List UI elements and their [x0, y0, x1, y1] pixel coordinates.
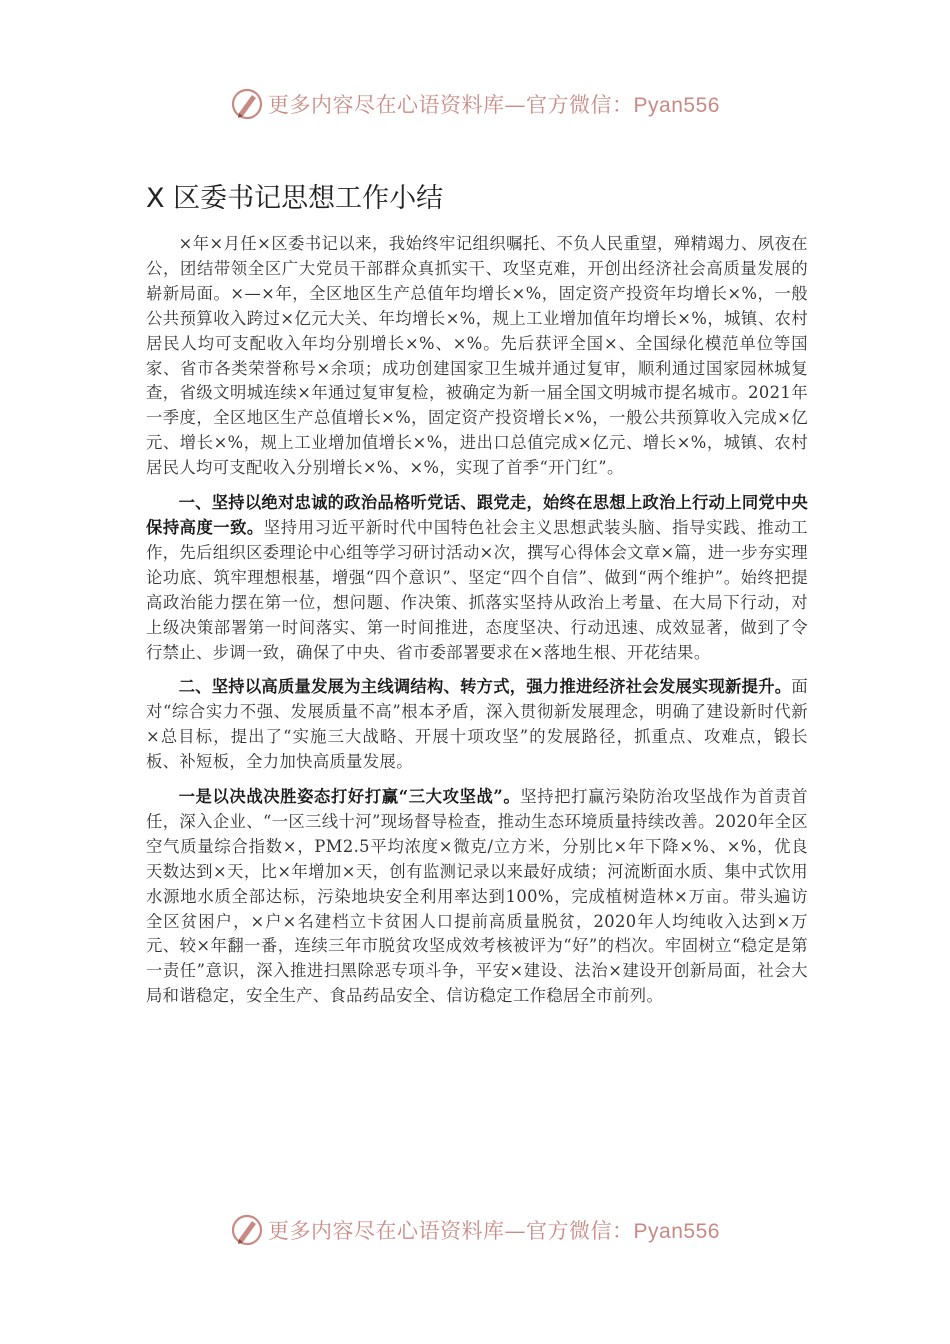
watermark-text: 更多内容尽在心语资料库—官方微信：Pyan556 [268, 1219, 720, 1243]
subsection-one-paragraph: 一是以决战决胜姿态打好打赢“三大攻坚战”。坚持把打赢污染防治攻坚战作为首责首任，深入企业、“一区三线十河”现场督导检查，推动生态环境质量持续改善。2020年全区空气质量综合指数×，PM2.5平均浓度×微克/立方米，分别比×年下降×%、×%，优良天数达到×天，比×年增加×天，创有监测记录以来最好成绩；河流断面水质、集中式饮用水源地水质全部达标，污染地块安全利用率达到100%，完成植树造林×万亩。带头遍访全区贫困户，×户×名建档立卡贫困人口提前高质量脱贫，2020年人均纯收入达到×万元、较×年翻一番，连续三年市脱贫攻坚成效考核被评为“好”的档次。牢固树立“稳定是第一责任”意识，深入推进扫黑除恶专项斗争，平安×建设、法治×建设开创新局面，社会大局和谐稳定，安全生产、食品药品安全、信访稳定工作稳居全市前列。 [146, 787, 808, 1006]
subsection-heading: 一是以决战决胜姿态打好打赢“三大攻坚战”。 [178, 787, 521, 807]
section-one-paragraph: 一、坚持以绝对忠诚的政治品格听党话、跟党走，始终在思想上政治上行动上同党中央保持高度一致。坚持用习近平新时代中国特色社会主义思想武装头脑、指导实践、推动工作，先后组织区委理论中心组等学习研讨活动×次，撰写心得体会文章×篇，进一步夯实理论功底、筑牢理想根基，增强“四个意识”、坚定“四个自信”、做到“两个维护”。始终把提高政治能力摆在第一位，想问题、作决策、抓落实坚持从政治上考量、在大局下行动，对上级决策部署第一时间落实、第一时间推进，态度坚决、行动迅速、成效显著，做到了令行禁止、步调一致，确保了中央、省市委部署要求在×落地生根、开花结果。 [146, 493, 808, 662]
section-heading: 一、坚持以绝对忠诚的政治品格听党话、跟党走，始终在思想上政治上行动上同党中央保持高度一致。 [146, 493, 808, 537]
document-title: X 区委书记思想工作小结 [146, 183, 444, 214]
intro-paragraph: ×年×月任×区委书记以来，我始终牢记组织嘱托、不负人民重望，殚精竭力、夙夜在公，团结带领全区广大党员干部群众真抓实干、攻坚克难，开创出经济社会高质量发展的崭新局面。×—×年，全区地区生产总值年均增长×%，固定资产投资年均增长×%，一般公共预算收入跨过×亿元大关、年均增长×%，规上工业增加值年均增长×%，城镇、农村居民人均可支配收入年均分别增长×%、×%。先后获评全国×、全国绿化模范单位等国家、省市各类荣誉称号×余项；成功创建国家卫生城并通过复审，顺利通过国家园林城复查，省级文明城连续×年通过复审复检，被确定为新一届全国文明城市提名城市。2021年一季度，全区地区生产总值增长×%，固定资产投资增长×%，一般公共预算收入完成×亿元、增长×%，规上工业增加值增长×%，进出口总值完成×亿元、增长×%，城镇、农村居民人均可支配收入分别增长×%、×%，实现了首季“开门红”。 [146, 234, 808, 478]
pen-logo-icon [230, 1213, 264, 1247]
section-heading: 二、坚持以高质量发展为主线调结构、转方式，强力推进经济社会发展实现新提升。 [178, 677, 792, 697]
pen-logo-icon [230, 87, 264, 121]
section-two-paragraph: 二、坚持以高质量发展为主线调结构、转方式，强力推进经济社会发展实现新提升。面对“综合实力不强、发展质量不高”根本矛盾，深入贯彻新发展理念，明确了建设新时代新×总目标，提出了“实施三大战略、开展十项攻坚”的发展路径，抓重点、攻难点，锻长板、补短板，全力加快高质量发展。 [146, 677, 808, 772]
header-watermark-banner [0, 84, 950, 124]
document-body [146, 232, 808, 1009]
footer-watermark-banner [0, 1210, 950, 1250]
watermark-text: 更多内容尽在心语资料库—官方微信：Pyan556 [268, 93, 720, 117]
